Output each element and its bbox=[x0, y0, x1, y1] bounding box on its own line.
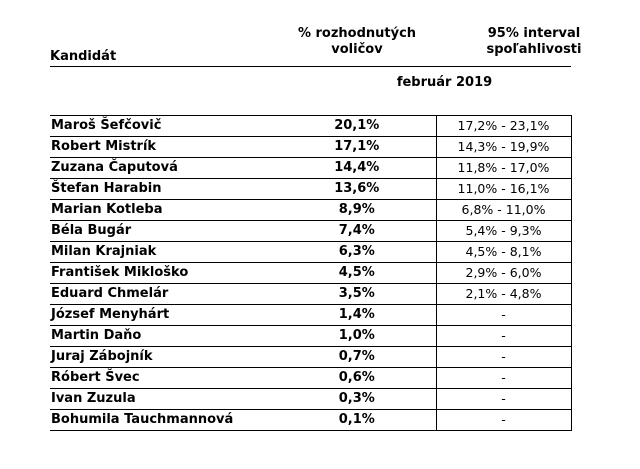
header-percent-line1: % rozhodnutých bbox=[297, 26, 417, 41]
header-interval bbox=[436, 26, 582, 66]
candidate-name: Béla Bugár bbox=[50, 220, 278, 241]
candidate-percent: 17,1% bbox=[278, 136, 436, 157]
confidence-interval: 5,4% - 9,3% bbox=[436, 220, 571, 241]
candidate-percent: 7,4% bbox=[278, 220, 436, 241]
table-row bbox=[50, 346, 571, 367]
confidence-interval: 17,2% - 23,1% bbox=[436, 115, 571, 136]
candidate-percent: 1,4% bbox=[278, 304, 436, 325]
table-row bbox=[50, 199, 571, 220]
confidence-interval: 4,5% - 8,1% bbox=[436, 241, 571, 262]
table-row bbox=[50, 304, 571, 325]
poll-table bbox=[50, 26, 582, 431]
confidence-interval: 11,8% - 17,0% bbox=[436, 157, 571, 178]
poll-table-container bbox=[50, 26, 582, 431]
table-row bbox=[50, 157, 571, 178]
header-candidate: Kandidát bbox=[50, 26, 278, 66]
confidence-interval: 6,8% - 11,0% bbox=[436, 199, 571, 220]
header-percent bbox=[278, 26, 436, 66]
candidate-name: Róbert Švec bbox=[50, 367, 278, 388]
confidence-interval: - bbox=[436, 409, 571, 430]
candidate-name: František Mikloško bbox=[50, 262, 278, 283]
candidate-name: József Menyhárt bbox=[50, 304, 278, 325]
candidate-name: Maroš Šefčovič bbox=[50, 115, 278, 136]
candidate-percent: 8,9% bbox=[278, 199, 436, 220]
table-row bbox=[50, 325, 571, 346]
candidate-percent: 20,1% bbox=[278, 115, 436, 136]
header-row bbox=[50, 26, 571, 66]
table-row bbox=[50, 136, 571, 157]
candidate-percent: 13,6% bbox=[278, 178, 436, 199]
candidate-name: Marian Kotleba bbox=[50, 199, 278, 220]
candidate-name: Martin Daňo bbox=[50, 325, 278, 346]
table-row bbox=[50, 367, 571, 388]
confidence-interval: - bbox=[436, 367, 571, 388]
candidate-percent: 3,5% bbox=[278, 283, 436, 304]
candidate-name: Ivan Zuzula bbox=[50, 388, 278, 409]
confidence-interval: - bbox=[436, 346, 571, 367]
header-percent-line2: voličov bbox=[331, 42, 383, 57]
period-label: február 2019 bbox=[396, 75, 493, 90]
confidence-interval: 2,1% - 4,8% bbox=[436, 283, 571, 304]
candidate-percent: 0,1% bbox=[278, 409, 436, 430]
candidate-percent: 1,0% bbox=[278, 325, 436, 346]
candidate-percent: 6,3% bbox=[278, 241, 436, 262]
candidate-name: Milan Krajniak bbox=[50, 241, 278, 262]
confidence-interval: - bbox=[436, 304, 571, 325]
table-row bbox=[50, 220, 571, 241]
header-interval-line1: 95% interval bbox=[487, 26, 581, 41]
confidence-interval: - bbox=[436, 325, 571, 346]
candidate-percent: 14,4% bbox=[278, 157, 436, 178]
period-row bbox=[50, 66, 571, 99]
table-row bbox=[50, 409, 571, 430]
candidate-percent: 4,5% bbox=[278, 262, 436, 283]
table-row bbox=[50, 178, 571, 199]
candidate-percent: 0,7% bbox=[278, 346, 436, 367]
candidate-name: Bohumila Tauchmannová bbox=[50, 409, 278, 430]
candidate-name: Zuzana Čaputová bbox=[50, 157, 278, 178]
table-row bbox=[50, 388, 571, 409]
table-row bbox=[50, 262, 571, 283]
header-interval-line2: spoľahlivosti bbox=[486, 42, 582, 57]
confidence-interval: 2,9% - 6,0% bbox=[436, 262, 571, 283]
confidence-interval: - bbox=[436, 388, 571, 409]
candidate-name: Eduard Chmelár bbox=[50, 283, 278, 304]
candidate-name: Robert Mistrík bbox=[50, 136, 278, 157]
table-row bbox=[50, 283, 571, 304]
candidate-name: Štefan Harabin bbox=[50, 178, 278, 199]
table-row bbox=[50, 115, 571, 136]
table-row bbox=[50, 241, 571, 262]
candidate-percent: 0,3% bbox=[278, 388, 436, 409]
candidate-percent: 0,6% bbox=[278, 367, 436, 388]
confidence-interval: 14,3% - 19,9% bbox=[436, 136, 571, 157]
candidate-name: Juraj Zábojník bbox=[50, 346, 278, 367]
confidence-interval: 11,0% - 16,1% bbox=[436, 178, 571, 199]
